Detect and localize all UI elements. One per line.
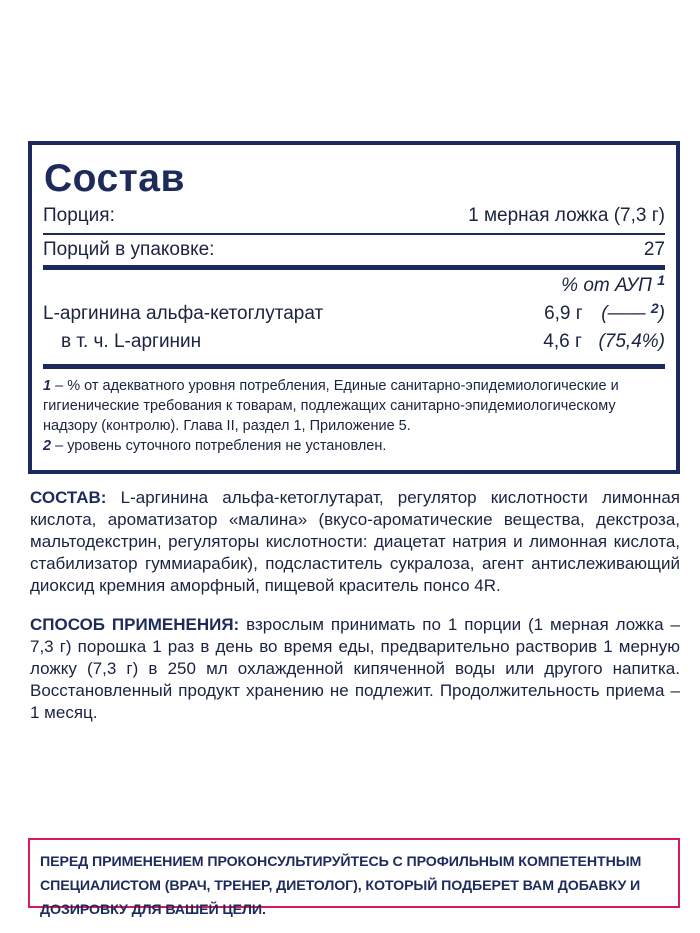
usage-paragraph <box>30 614 680 724</box>
composition-body: L-аргинина альфа-кетоглутарат, регулятор кислотности лимонная кислота, ароматизатор «малина» (вкусо-ароматические вещества, декстроза, мальтодекстрин, регуляторы кислотности: диацетат натрия и лимонная кислота, стабилизатор гуммиарабик), подсластитель сукралоза, агент антислеживающий диоксид кремния аморфный, пищевой краситель понсо 4R. <box>30 488 680 595</box>
serving-value: 1 мерная ложка (7,3 г) <box>468 205 665 226</box>
serving-label: Порция: <box>43 205 115 226</box>
footnote: 1 – % от адекватного уровня потребления, Единые санитарно-эпидемиологические и гигиенические требования к товарам, подлежащих санитарно-эпидемиологическому надзору (контролю). Глава II, раздел 1, Приложение 5. <box>43 378 619 434</box>
panel-title: Состав <box>44 157 185 200</box>
servings-label: Порций в упаковке: <box>43 239 215 260</box>
divider-thin <box>43 233 665 235</box>
warning-text: ПЕРЕД ПРИМЕНЕНИЕМ ПРОКОНСУЛЬТИРУЙТЕСЬ С ПРОФИЛЬНЫМ КОМПЕТЕНТНЫМ СПЕЦИАЛИСТОМ (ВРАЧ, ТРЕНЕР, ДИЕТОЛОГ), КОТОРЫЙ ПОДБЕРЕТ ВАМ ДОБАВКУ И ДОЗИРОВКУ ДЛЯ ВАШЕЙ ЦЕЛИ. <box>40 854 642 918</box>
usage-body: взрослым принимать по 1 порции (1 мерная ложка – 7,3 г) порошка 1 раз в день во время еды, предварительно растворив 1 мерную ложку (7,3 г) в 250 мл охлажденной кипяченной воды или другого напитка. Восстановленный продукт хранению не подлежит. Продолжительность приема – 1 месяц. <box>30 615 680 722</box>
divider-thick <box>43 265 665 270</box>
ingredient-name: в т. ч. L-аргинин <box>61 331 202 352</box>
servings-value: 27 <box>643 239 665 260</box>
ingredient-values: 4,6 г (75,4%) <box>543 331 665 352</box>
warning-box <box>28 838 680 918</box>
usage-heading: СПОСОБ ПРИМЕНЕНИЯ: <box>30 615 240 634</box>
ingredient-values: 6,9 г (—— $^2$) <box>544 300 665 324</box>
column-header: % от АУП $^1$ <box>561 272 665 296</box>
composition-heading: СОСТАВ: <box>30 488 107 507</box>
divider-thick <box>43 364 665 369</box>
composition-panel <box>28 141 680 474</box>
footnote: 2 – уровень суточного потребления не установлен. <box>43 438 387 454</box>
ingredient-name: L-аргинина альфа-кетоглутарат <box>43 303 324 324</box>
composition-paragraph <box>30 487 680 597</box>
